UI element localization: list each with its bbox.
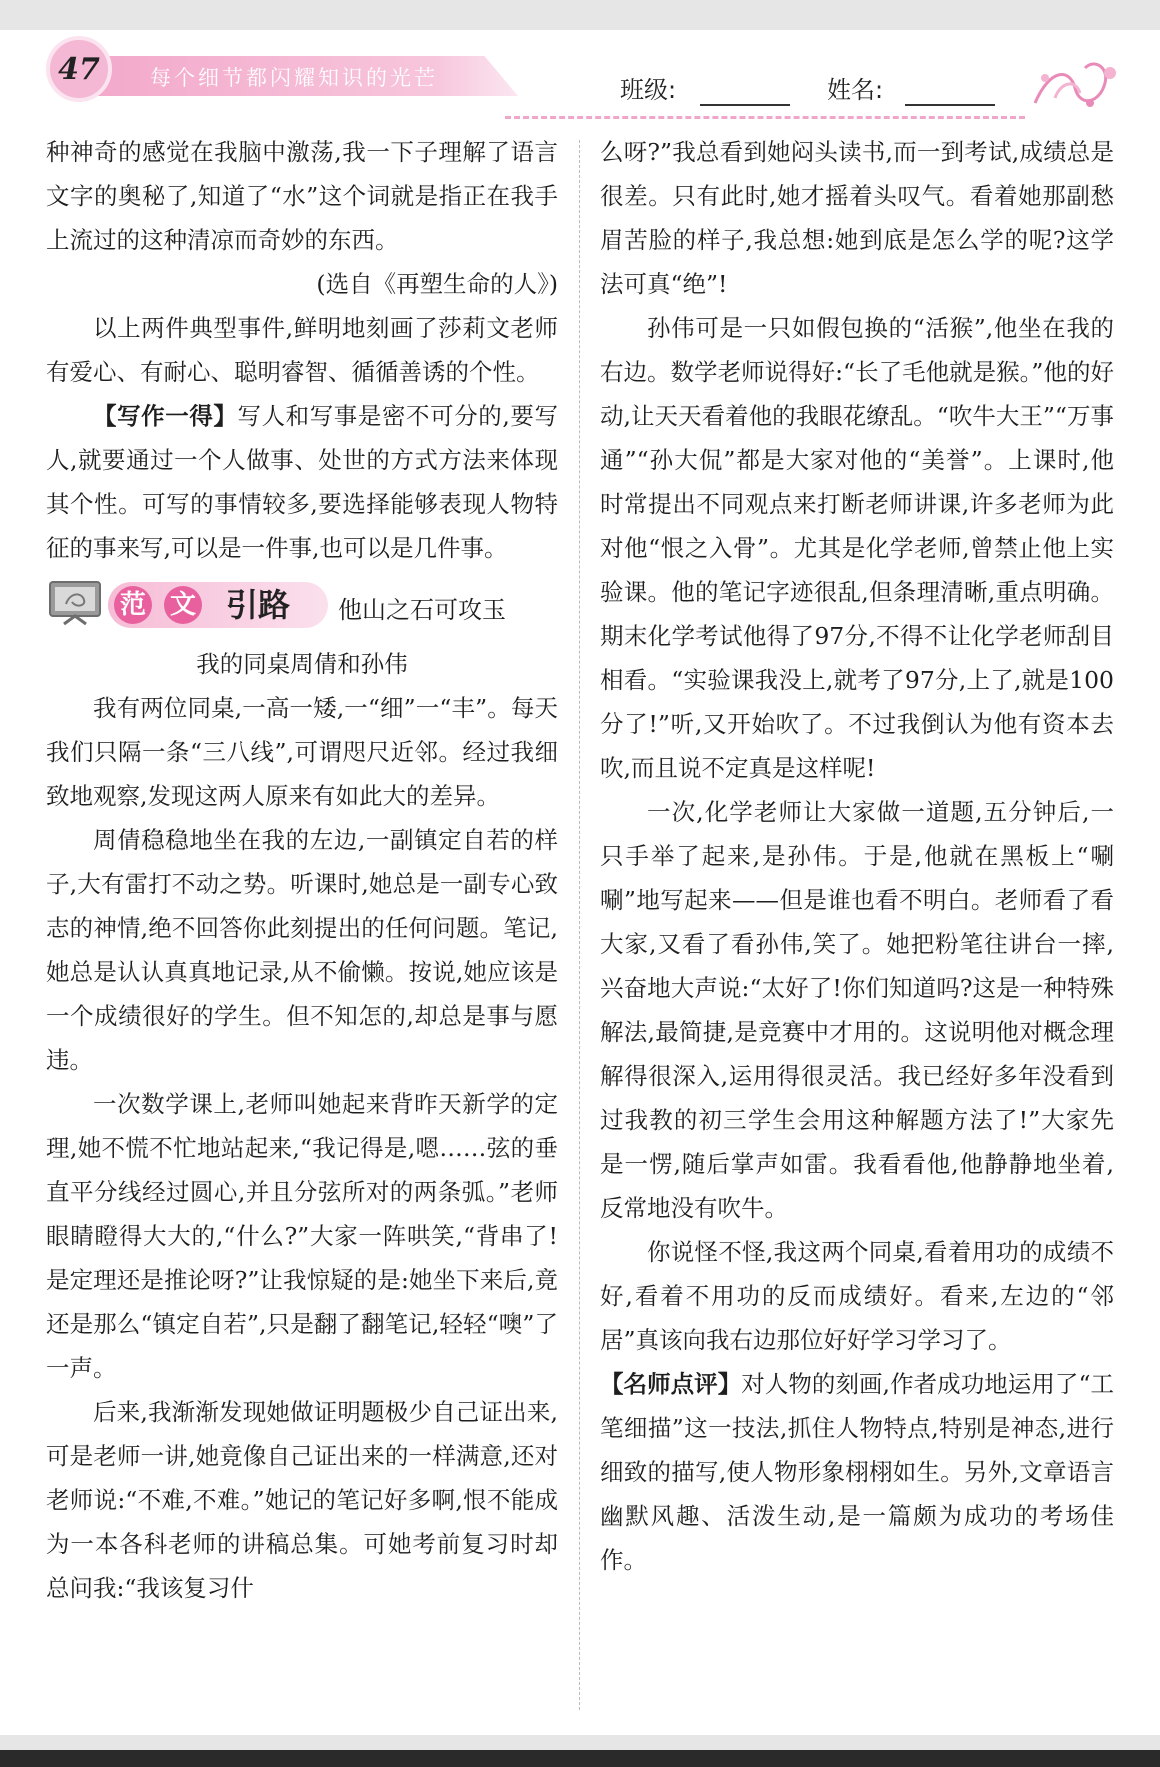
- right-column: [600, 130, 1114, 1582]
- left-column: [46, 130, 558, 1610]
- writing-tip-tag: 【写作一得】: [93, 402, 238, 430]
- section-title: 引路: [226, 586, 291, 624]
- paragraph: 后来,我渐渐发现她做证明题极少自己证出来,可是老师一讲,她竟像自己证出来的一样满意,还对老师说:“不难,不难。”她记的笔记好多啊,恨不能成为一本各科老师的讲稿总集。可她考前复习时却总问我:“我该复习什: [46, 1398, 558, 1602]
- floral-ornament-icon: [1025, 48, 1125, 118]
- paragraph: 以上两件典型事件,鲜明地刻画了莎莉文老师有爱心、有耐心、聪明睿智、循循善诱的个性。: [46, 314, 558, 386]
- teacher-comment-tag: 【名师点评】: [600, 1370, 742, 1398]
- writing-tip-text: 写人和写事是密不可分的,要写人,就要通过一个人做事、处世的方式方法来体现其个性。可写的事情较多,要选择能够表现人物特征的事来写,可以是一件事,也可以是几件事。: [46, 402, 558, 562]
- teacher-comment: [600, 1362, 1114, 1582]
- paragraph: 么呀?”我总看到她闷头读书,而一到考试,成绩总是很差。只有此时,她才摇着头叹气。看着她那副愁眉苦脸的样子,我总想:她到底是怎么学的呢?这学法可真“绝”!: [600, 138, 1114, 298]
- bottom-bar: [0, 1750, 1160, 1767]
- paragraph: 一次数学课上,老师叫她起来背昨天新学的定理,她不慌不忙地站起来,“我记得是,嗯……弦的垂直平分线经过圆心,并且分弦所对的两条弧。”老师眼睛瞪得大大的,“什么?”大家一阵哄笑,“背串了!是定理还是推论呀?”让我惊疑的是:她坐下来后,竟还是那么“镇定自若”,只是翻了翻笔记,轻轻“噢”了一声。: [46, 1090, 558, 1382]
- teacher-comment-text: 对人物的刻画,作者成功地运用了“工笔细描”这一技法,抓住人物特点,特别是神态,进行细致的描写,使人物形象栩栩如生。另外,文章语言幽默风趣、活泼生动,是一篇颇为成功的考场佳作。: [600, 1370, 1115, 1574]
- header-dashed-rule: [505, 116, 1025, 119]
- name-field-line: [905, 104, 995, 106]
- header-slogan: 每个细节都闪耀知识的光芒: [150, 66, 438, 90]
- section-header: [46, 574, 558, 634]
- monitor-icon: [46, 578, 108, 630]
- paragraph: 你说怪不怪,我这两个同桌,看着用功的成绩不好,看着不用功的反而成绩好。看来,左边的“邻居”真该向我右边那位好好学习学习了。: [600, 1238, 1114, 1354]
- paragraph: 周倩稳稳地坐在我的左边,一副镇定自若的样子,大有雷打不动之势。听课时,她总是一副专心致志的神情,绝不回答你此刻提出的任何问题。笔记,她总是认认真真地记录,从不偷懒。按说,她应该是一个成绩很好的学生。但不知怎的,却总是事与愿违。: [46, 826, 558, 1074]
- section-char-2: 文: [164, 586, 202, 624]
- paragraph: 种神奇的感觉在我脑中激荡,我一下子理解了语言文字的奥秘了,知道了“水”这个词就是指正在我手上流过的这种清凉而奇妙的东西。: [46, 138, 558, 254]
- paragraph: 孙伟可是一只如假包换的“活猴”,他坐在我的右边。数学老师说得好:“长了毛他就是猴。”他的好动,让天天看着他的我眼花缭乱。“吹牛大王”“万事通”“孙大侃”都是大家对他的“美誉”。上课时,他时常提出不同观点来打断老师讲课,许多老师为此对他“恨之入骨”。尤其是化学老师,曾禁止他上实验课。他的笔记字迹很乱,但条理清晰,重点明确。期末化学考试他得了97分,不得不让化学老师刮目相看。“实验课我没上,就考了97分,上了,就是100分了!”听,又开始吹了。不过我倒认为他有资本去吹,而且说不定真是这样呢!: [600, 314, 1114, 782]
- column-divider: [579, 140, 580, 1710]
- paragraph: 一次,化学老师让大家做一道题,五分钟后,一只手举了起来,是孙伟。于是,他就在黑板上“唰唰”地写起来——但是谁也看不明白。老师看了看大家,又看了看孙伟,笑了。她把粉笔往讲台一摔,兴奋地大声说:“太好了!你们知道吗?这是一种特殊解法,最简捷,是竞赛中才用的。这说明他对概念理解得很深入,运用得很灵活。我已经好多年没看到过我教的初三学生会用这种解题方法了!”大家先是一愣,随后掌声如雷。我看看他,他静静地坐着,反常地没有吹牛。: [600, 798, 1114, 1222]
- section-subtitle: 他山之石可攻玉: [338, 596, 506, 624]
- page-number: 47: [46, 36, 112, 102]
- name-label: 姓名:: [827, 76, 884, 104]
- section-char-1: 范: [114, 586, 152, 624]
- paragraph: 我有两位同桌,一高一矮,一“细”一“丰”。每天我们只隔一条“三八线”,可谓咫尺近邻。经过我细致地观察,发现这两人原来有如此大的差异。: [46, 694, 558, 810]
- writing-tip: [46, 394, 558, 570]
- class-field-line: [700, 104, 790, 106]
- class-label: 班级:: [620, 76, 677, 104]
- source-note: (选自《再塑生命的人》): [316, 270, 558, 298]
- essay-title: 我的同桌周倩和孙伟: [196, 650, 408, 678]
